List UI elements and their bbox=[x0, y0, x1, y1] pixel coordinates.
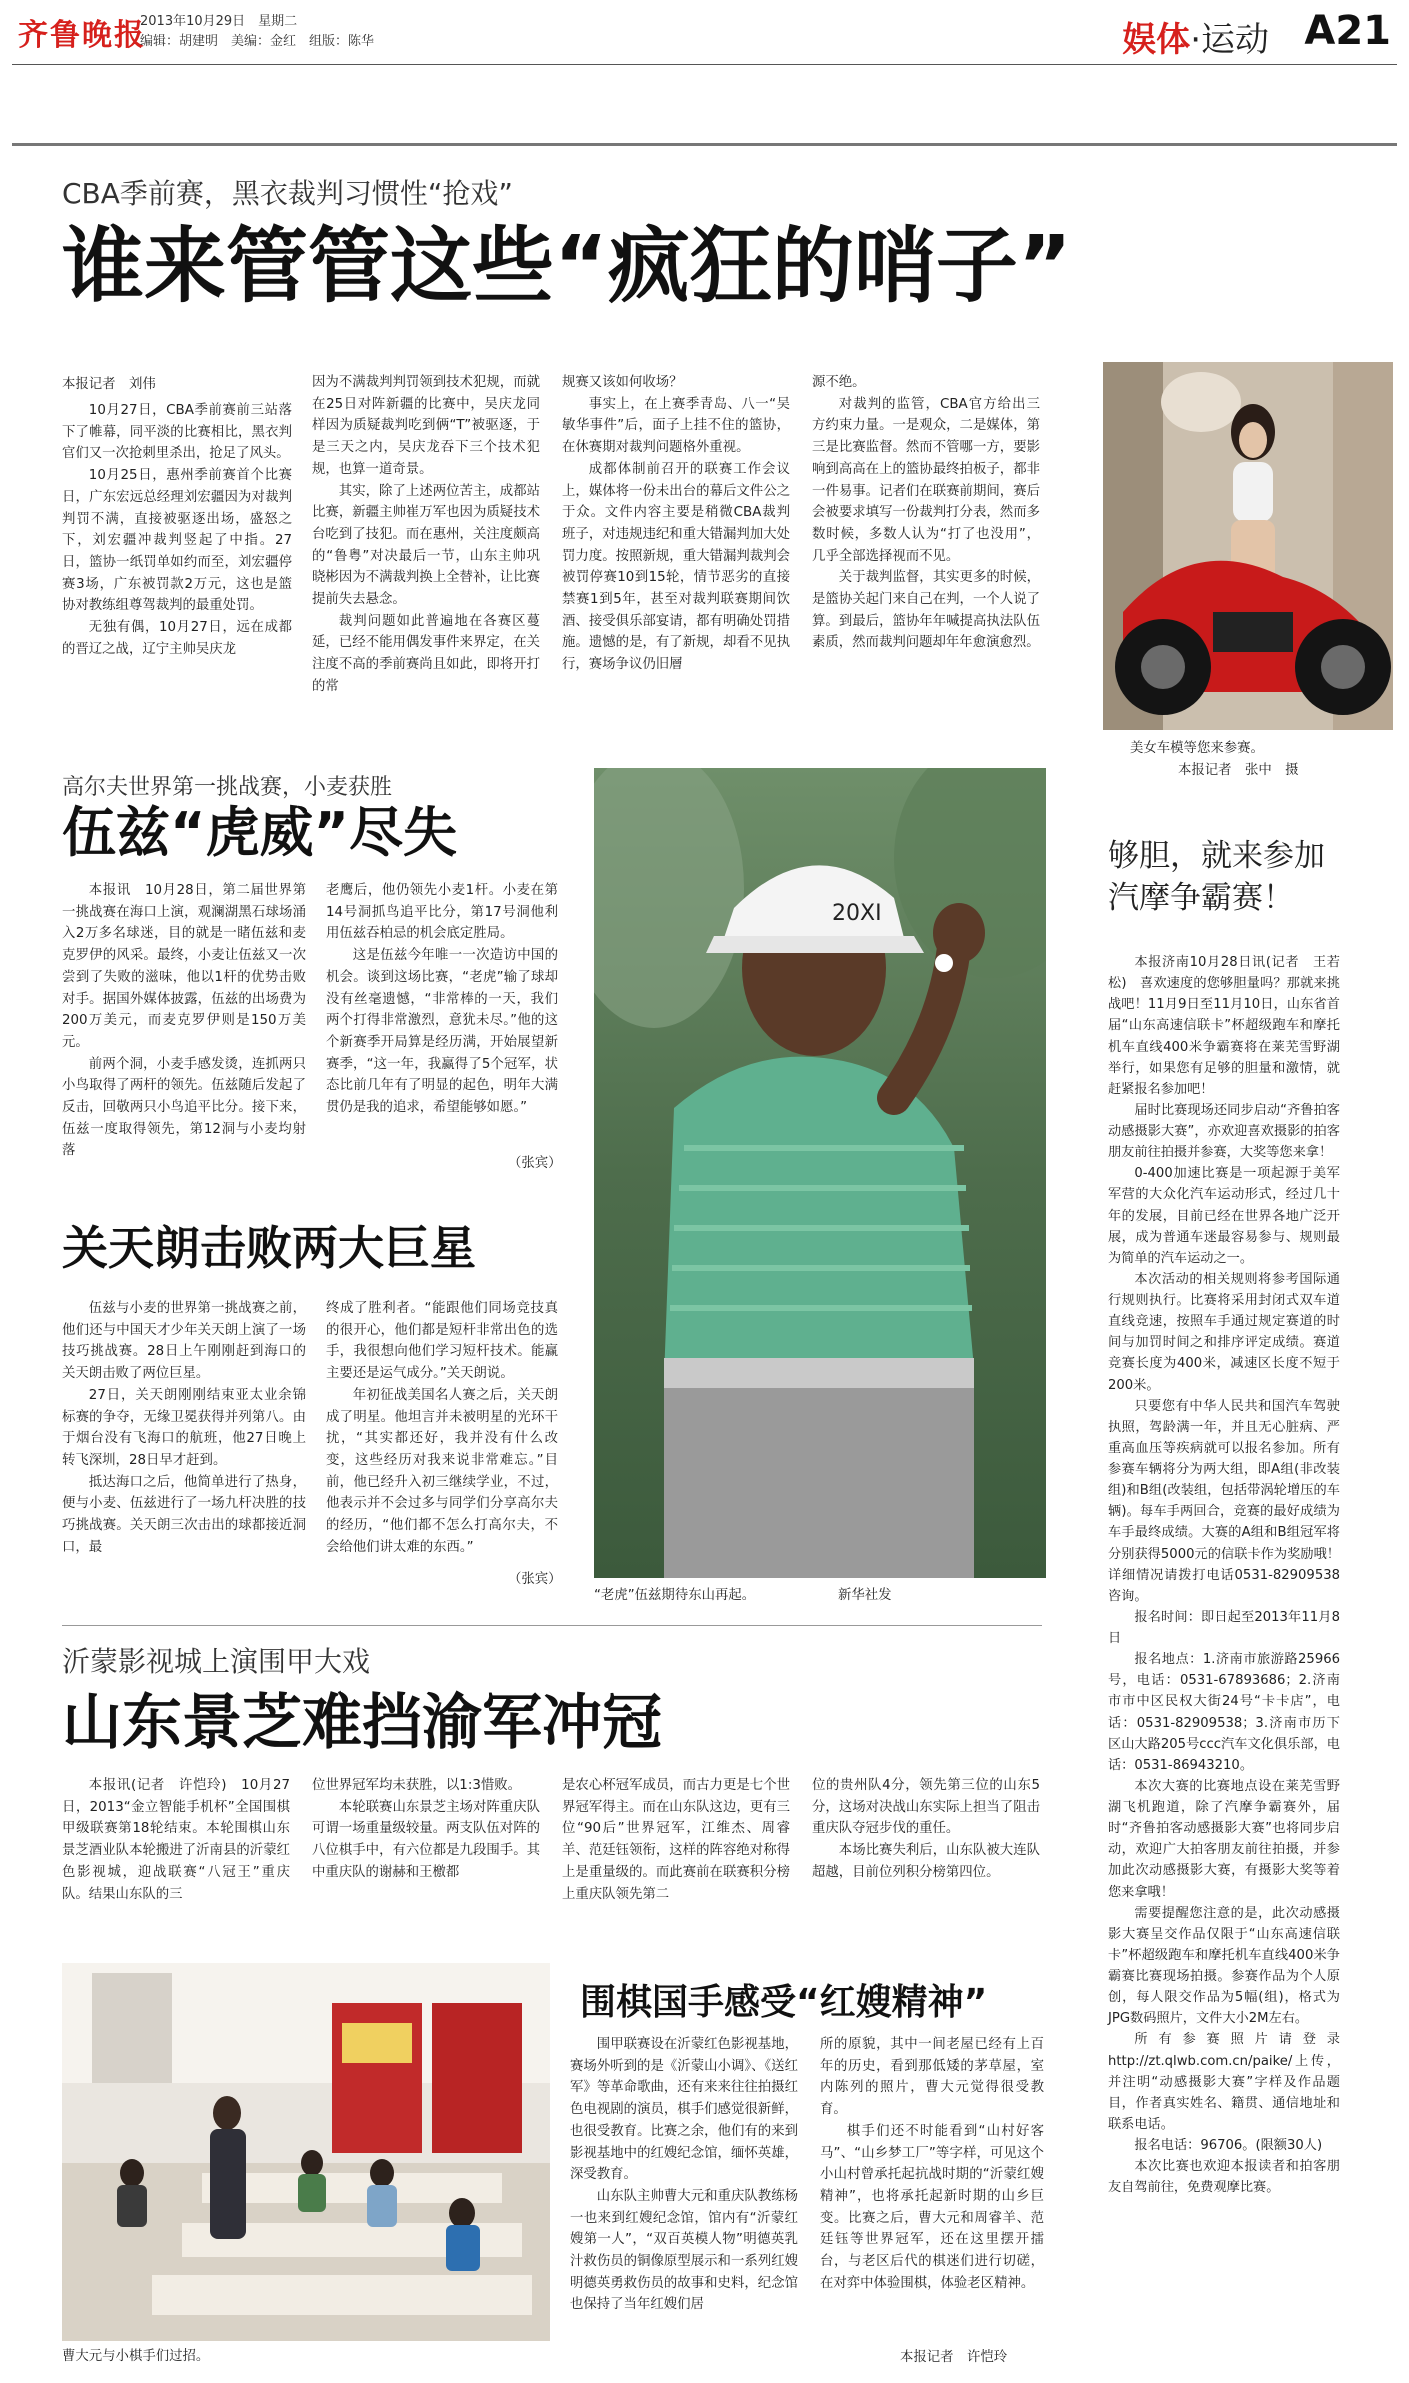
tiger-photo-caption: “老虎”伍兹期待东山再起。 bbox=[594, 1588, 756, 1603]
cba-kicker: CBA季前赛，黑衣裁判习惯性“抢戏” bbox=[62, 177, 513, 210]
kuan-source: （张宾） bbox=[508, 1572, 562, 1587]
car-event-body bbox=[1108, 952, 1340, 2198]
redsis-byline: 本报记者 许恺玲 bbox=[900, 2350, 1008, 2365]
paragraph: 这是伍兹今年唯一一次造访中国的机会。谈到这场比赛，“老虎”输了球却没有丝毫遗憾，“非常棒的一天，我们两个打得非常激烈，意犹未尽。”他的这个新赛季开局算是经历满，开始展望新赛季，“这一年，我赢得了5个冠军，状态比前几年有了明显的起色，明年大满贯仍是我的追求，希望能够如愿。” bbox=[326, 948, 558, 1116]
redsis-col-1 bbox=[570, 2034, 798, 2316]
paragraph: 老鹰后，他仍领先小麦1杆。小麦在第14号洞抓鸟追平比分，第17号洞他利用伍兹吞柏忌的机会底定胜局。 bbox=[326, 883, 558, 942]
cba-col-3 bbox=[562, 372, 790, 676]
kuan-col-1 bbox=[62, 1298, 306, 1558]
golf-source: （张宾） bbox=[508, 1156, 562, 1171]
paragraph: 届时比赛现场还同步启动“齐鲁拍客动感摄影大赛”，亦欢迎喜欢摄影的拍客朋友前往拍摄并参赛，大奖等您来拿！ bbox=[1108, 1102, 1340, 1161]
golf-col-2 bbox=[326, 880, 558, 1119]
redsis-headline: 围棋国手感受“红嫂精神” bbox=[580, 1982, 988, 2023]
paragraph: 事实上，在上赛季青岛、八一“吴敏华事件”后，面子上挂不住的篮协，在休赛期对裁判问题格外重视。 bbox=[562, 396, 790, 456]
golf-kicker: 高尔夫世界第一挑战赛，小麦获胜 bbox=[62, 775, 393, 800]
paragraph: 10月25日，惠州季前赛首个比赛日，广东宏远总经理刘宏疆因为对裁判判罚不满，直接被驱逐出场，盛怒之下，刘宏疆冲裁判竖起了中指。27日，篮协一纸罚单如约而至，刘宏疆停赛3场，广东被罚款2万元，这也是篮协对教练组尊驾裁判的最重处罚。 bbox=[62, 468, 292, 614]
golf-col-1 bbox=[62, 880, 306, 1162]
paragraph: 需要提醒您注意的是，此次动感摄影大赛呈交作品仅限于“山东高速信联卡”杯超级跑车和摩托机车直线400米争霸赛比赛现场拍摄。参赛作品为个人原创，每人限交作品为5幅(组)，格式为JPG数码照片，文件大小2M左右。 bbox=[1108, 1905, 1340, 2027]
paragraph: 本报济南10月28日讯(记者 王若松) 喜欢速度的您够胆量吗？那就来挑战吧！11月9日至11月10日，山东省首届“山东高速信联卡”杯超级跑车和摩托机车直线400米争霸赛将在莱芜雪野湖举行，如果您有足够的胆量和激情，就赶紧报名参加吧！ bbox=[1108, 955, 1340, 1097]
paragraph: 所有参赛照片请登录http://zt.qlwb.com.cn/paike/上传，并注明“动感摄影大赛”字样及作品题目，作者真实姓名、籍贯、通信地址和联系电话。 bbox=[1108, 2032, 1340, 2132]
paragraph: 本场比赛失利后，山东队被大连队超越，目前位列积分榜第四位。 bbox=[812, 1843, 1040, 1880]
paragraph: 成都体制前召开的联赛工作会议上，媒体将一份未出台的幕后文件公之于众。文件内容主要是稍微CBA裁判班子，对违规违纪和重大错漏判加大处罚力度。按照新规，重大错漏判裁判会被罚停赛10到15轮，情节恶劣的直接禁赛1到5年，甚至对裁判联赛期间饮酒、接受俱乐部宴请，都有明确处罚措施。遗憾的是，有了新规，却看不见执行，赛场争议仍旧層 bbox=[562, 461, 790, 673]
car-photo-caption: 美女车模等您来参赛。 bbox=[1130, 741, 1264, 756]
redsis-col-2 bbox=[820, 2034, 1044, 2294]
paragraph: 其实，除了上述两位苦主，成都站比赛，新疆主帅崔万军也因为质疑技术台吃到了技犯。而在惠州，关注度颇高的“鲁粤”对决最后一节，山东主帅巩晓彬因为不满裁判换上全替补，让比赛提前失去悬念。 bbox=[312, 483, 540, 608]
paragraph: 本轮联赛山东景芝主场对阵重庆队可谓一场重量级较量。两支队伍对阵的八位棋手中，有六位都是九段围手。其中重庆队的谢赫和王檄都 bbox=[312, 1799, 540, 1880]
paragraph: 本次比赛也欢迎本报读者和拍客朋友自驾前往，免费观摩比赛。 bbox=[1108, 2159, 1340, 2196]
chess-photo-caption: 曹大元与小棋手们过招。 bbox=[62, 2349, 210, 2364]
go-kicker: 沂蒙影视城上演围甲大戏 bbox=[62, 1645, 371, 1678]
go-col-3 bbox=[562, 1775, 790, 1905]
paragraph: 山东队主帅曹大元和重庆队教练杨一也来到红嫂纪念馆，馆内有“沂蒙红嫂第一人”，“双百英模人物”明德英乳汁救伤员的铜像原型展示和一系列红嫂明德英勇救伤员的故事和史料，纪念馆也保持了当年红嫂们居 bbox=[570, 2188, 798, 2313]
paragraph: 年初征战美国名人赛之后，关天朗成了明星。他坦言并未被明星的光环干扰，“其实都还好，我并没有什么改变，这些经历对我来说非常难忘。”目前，他已经升入初三继续学业，不过，他表示并不会过多与同学们分享高尔夫的经历，“他们都不怎么打高尔夫，不会给他们讲太难的东西。” bbox=[326, 1387, 558, 1555]
section-divider bbox=[62, 1625, 1042, 1626]
paragraph: 10月27日，CBA季前赛前三站落下了帷幕，同平淡的比赛相比，黑衣判官们又一次抢刺里杀出，抢足了风头。 bbox=[62, 403, 292, 462]
kuan-col-2 bbox=[326, 1298, 558, 1558]
paragraph: 本报讯 10月28日，第二届世界第一挑战赛在海口上演，观澜湖黑石球场涌入2万多名球迷，目的就是一睹伍兹和麦克罗伊的风采。最终，小麦让伍兹又一次尝到了失败的滋味，他以1杆的优势击败对手。据国外媒体披露，伍兹的出场费为200万美元，而麦克罗伊则是150万美元。 bbox=[62, 883, 306, 1050]
paragraph: 裁判问题如此普遍地在各赛区蔓延，已经不能用偶发事件来界定，在关注度不高的季前赛尚且如此，即将开打的常 bbox=[312, 613, 540, 694]
paragraph: 本次大赛的比赛地点设在莱芜雪野湖飞机跑道，除了汽摩争霸赛外，届时“齐鲁拍客动感摄影大赛”也将同步启动，欢迎广大拍客朋友前往拍摄，并参加此次动感摄影大赛，有摄影大奖等着您来拿哦！ bbox=[1108, 1778, 1340, 1900]
issue-meta bbox=[140, 12, 374, 52]
tiger-woods-illustration bbox=[594, 768, 1046, 1578]
paragraph: 是农心杯冠军成员，而古力更是七个世界冠军得主。而在山东队这边，更有三位“90后”世界冠军，江维杰、周睿羊、范廷钰领衔，这样的阵容绝对称得上是重量级的。而此赛前在联赛积分榜上重庆队领先第二 bbox=[562, 1778, 790, 1902]
paragraph: 棋手们还不时能看到“山村好客马”、“山乡梦工厂”等字样，可见这个小山村曾承托起抗战时期的“沂蒙红嫂精神”，也将承托起新时期的山乡巨变。比赛之后，曹大元和周睿羊、范廷钰等世界冠军，还在这里摆开擂台，与老区后代的棋迷们进行切磋，在对弈中体验围棋，体验老区精神。 bbox=[820, 2123, 1044, 2291]
chess-event-photo bbox=[62, 1963, 550, 2341]
paragraph: 对裁判的监管，CBA官方给出三方约束力量。一是观众，二是媒体，第三是比赛监督。然而不管哪一方，要影响到高高在上的篮协最终拍板子，都非一件易事。记者们在联赛前期间，赛后会被要求填写一份裁判打分表，然而多数时候，多数人认为“打了也没用”，几乎全部选择视而不见。 bbox=[812, 396, 1040, 564]
paragraph: 终成了胜利者。“能跟他们同场竞技真的很开心，他们都是短杆非常出色的选手，我很想向他们学习短杆技术。能赢主要还是运气成分。”关天朗说。 bbox=[326, 1301, 558, 1382]
paragraph: 关于裁判监督，其实更多的时候，是篮协关起门来自己在判，一个人说了算。到最后，篮协年年喊提高执法队伍素质，然而裁判问题却年年愈演愈烈。 bbox=[812, 570, 1040, 651]
paragraph: 报名电话：96706。(限额30人) bbox=[1134, 2138, 1323, 2153]
cba-headline: 谁来管管这些“疯狂的哨子” bbox=[62, 219, 1072, 314]
paragraph: 前两个洞，小麦手感发烫，连抓两只小鸟取得了两杆的领先。伍兹随后发起了反击，回敬两只小鸟追平比分。接下来，伍兹一度取得领先，第12洞与小麦均射落 bbox=[62, 1056, 306, 1159]
car-event-headline bbox=[1108, 836, 1325, 920]
go-col-2 bbox=[312, 1775, 540, 1884]
paragraph: 因为不满裁判判罚领到技术犯规，而就在25日对阵新疆的比赛中，吴庆龙同样因为质疑裁判吃到俩“T”被驱逐，于是三天之内，吴庆龙吞下三个技术犯规，也算一道奇景。 bbox=[312, 375, 540, 477]
paragraph: 27日，关天朗刚刚结束亚太业余锦标赛的争夺，无缘卫冕获得并列第八。由于烟台没有飞海口的航班，他27日晚上转飞深圳，28日早才赶到。 bbox=[62, 1387, 306, 1468]
paragraph: 伍兹与小麦的世界第一挑战赛之前，他们还与中国天才少年关天朗上演了一场技巧挑战赛。28日上午刚刚赶到海口的关天朗击败了两位巨星。 bbox=[62, 1301, 306, 1382]
cba-col-1 bbox=[62, 400, 292, 660]
car-event-headline-line1: 够胆，就来参加 bbox=[1108, 838, 1325, 874]
header-rule bbox=[12, 64, 1397, 65]
paragraph: 位世界冠军均未获胜，以1:3惜败。 bbox=[312, 1778, 522, 1793]
car-model-photo bbox=[1103, 362, 1393, 730]
car-photo-credit: 本报记者 张中 摄 bbox=[1178, 763, 1299, 778]
tiger-photo-credit: 新华社发 bbox=[838, 1588, 892, 1603]
paragraph: 围甲联赛设在沂蒙红色影视基地，赛场外听到的是《沂蒙山小调》、《送红军》等革命歌曲，还有来来往往拍摄红色电视剧的演员，棋手们感觉很新鲜，也很受教育。比赛之余，他们有的来到影视基地中的红嫂纪念馆，缅怀英雄，深受教育。 bbox=[570, 2037, 798, 2183]
paragraph: 位的贵州队4分，领先第三位的山东5分，这场对决战山东实际上担当了阻击重庆队夺冠步伐的重任。 bbox=[812, 1778, 1040, 1837]
page-number: A21 bbox=[1304, 8, 1391, 54]
paragraph: 抵达海口之后，他简单进行了热身，便与小麦、伍兹进行了一场九杆决胜的技巧挑战赛。关天朗三次击出的球都接近洞口，最 bbox=[62, 1474, 306, 1555]
issue-date: 2013年10月29日 星期二 bbox=[140, 14, 298, 29]
top-rule bbox=[12, 143, 1397, 146]
section-sub: ·运动 bbox=[1190, 20, 1269, 60]
paragraph: 0-400加速比赛是一项起源于美军军营的大众化汽车运动形式，经过几十年的发展，目前已经在世界各地广泛开展，成为普通车迷最容易参与、规则最为简单的汽车运动之一。 bbox=[1108, 1166, 1340, 1266]
car-model-illustration bbox=[1103, 362, 1393, 730]
paragraph: 报名时间：即日起至2013年11月8日 bbox=[1108, 1609, 1340, 1646]
svg-text:20XI: 20XI bbox=[832, 901, 882, 926]
go-headline: 山东景芝难挡渝军冲冠 bbox=[62, 1688, 662, 1758]
go-col-4 bbox=[812, 1775, 1040, 1884]
section-main: 娱体 bbox=[1122, 20, 1191, 60]
kuan-headline: 关天朗击败两大巨星 bbox=[62, 1221, 476, 1275]
paragraph: 无独有偶，10月27日，远在成都的晋辽之战，辽宁主帅吴庆龙 bbox=[62, 620, 292, 657]
issue-editors: 编辑：胡建明 美编：金红 组版：陈华 bbox=[140, 34, 375, 50]
paragraph: 报名地点：1.济南市旅游路25966号，电话：0531-67893686；2.济南市市中区民权大街24号“卡卡店”，电话：0531-82909538；3.济南市历下区山大路205号ccc汽车文化俱乐部，电话：0531-86943210。 bbox=[1108, 1652, 1340, 1773]
chess-event-illustration bbox=[62, 1963, 550, 2341]
paragraph: 规赛又该如何收场？ bbox=[562, 375, 683, 390]
newspaper-logo: 齐鲁晚报 bbox=[18, 18, 146, 53]
cba-byline: 本报记者 刘伟 bbox=[62, 377, 156, 392]
go-col-1 bbox=[62, 1775, 290, 1905]
paragraph: 只要您有中华人民共和国汽车驾驶执照，驾龄满一年，并且无心脏病、严重高血压等疾病就可以报名参加。所有参赛车辆将分为两大组，即A组(非改装组)和B组(改装组，包括带涡轮增压的车辆)。每车手两回合，竞赛的最好成绩为车手最终成绩。大赛的A组和B组冠军将分别获得5000元的信联卡作为奖励哦！详细情况请拨打电话0531-82909538咨询。 bbox=[1108, 1398, 1340, 1604]
tiger-woods-photo bbox=[594, 768, 1046, 1578]
paragraph: 本报讯(记者 许恺玲) 10月27日，2013“金立智能手机杯”全国围棋甲级联赛第18轮结束。本轮围棋山东景芝酒业队本轮搬进了沂南县的沂蒙红色影视城，迎战联赛“八冠王”重庆队。结果山东队的三 bbox=[62, 1778, 290, 1902]
cba-col-4 bbox=[812, 372, 1040, 654]
paragraph: 源不绝。 bbox=[812, 375, 866, 390]
cba-col-2 bbox=[312, 372, 540, 698]
car-event-headline-line2: 汽摩争霸赛！ bbox=[1108, 879, 1294, 916]
section-title bbox=[1122, 12, 1269, 61]
paragraph: 本次活动的相关规则将参考国际通行规则执行。比赛将采用封闭式双车道直线竞速，按照车手通过规定赛道的时间与加罚时间之和排序评定成绩。赛道竞赛长度为400米，减速区长度不短于200米。 bbox=[1108, 1271, 1340, 1393]
golf-headline: 伍兹“虎威”尽失 bbox=[62, 801, 457, 864]
paragraph: 所的原貌，其中一间老屋已经有上百年的历史，看到那低矮的茅草屋，室内陈列的照片，曹大元觉得很受教育。 bbox=[820, 2037, 1044, 2118]
